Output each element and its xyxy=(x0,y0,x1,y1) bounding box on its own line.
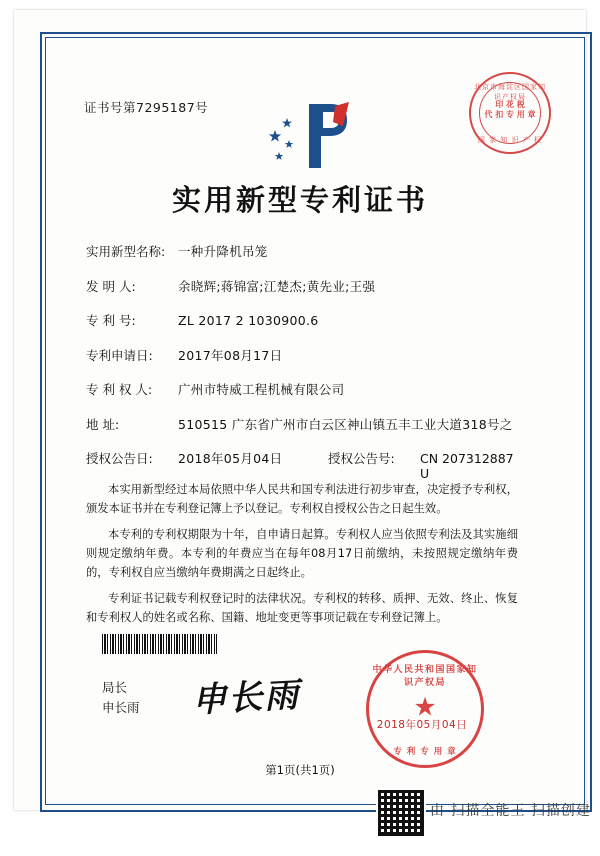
field-label: 专 利 号: xyxy=(86,313,136,328)
official-seal-arc-bottom: 专 利 专 用 章 xyxy=(393,747,457,757)
field-label: 地 址: xyxy=(86,416,120,432)
official-seal-date: 2018年05月04日 xyxy=(376,719,468,731)
field-row-inventors xyxy=(86,277,516,295)
tax-stamp-seal xyxy=(469,72,551,154)
grant-number-value: CN 207312887 U xyxy=(420,451,514,481)
field-value: 一种升降机吊笼 xyxy=(178,244,268,259)
qr-code-icon xyxy=(376,788,426,838)
grant-date-value: 2018年05月04日 xyxy=(178,451,283,466)
scan-watermark-text: 由 扫描全能王 扫描创建 xyxy=(430,803,591,819)
official-seal-arc-top: 中华人民共和国国家知识产权局 xyxy=(372,665,478,688)
field-label: 专 利 权 人: xyxy=(86,382,153,397)
field-label: 实用新型名称: xyxy=(86,244,166,259)
star-icon: ★ xyxy=(413,692,437,723)
tax-seal-arc-bottom: 国 家 知 识 产 权 xyxy=(477,136,543,144)
field-value: ZL 2017 2 1030900.6 xyxy=(178,313,319,328)
tax-seal-line1: 印 花 税 xyxy=(495,100,525,109)
director-block xyxy=(102,678,140,718)
director-name: 申长雨 xyxy=(102,700,140,715)
legal-paragraph: 专利证书记载专利权登记时的法律状况。专利权的转移、质押、无效、终止、恢复和专利权人的姓名或名称、国籍、地址变更等事项记载在专利登记簿上。 xyxy=(86,592,518,624)
field-value: 余晓辉;蒋锦富;江楚杰;黄先业;王强 xyxy=(178,278,376,294)
field-value: 510515 广东省广州市白云区神山镇五丰工业大道318号之 xyxy=(178,416,513,432)
official-seal xyxy=(366,650,484,768)
field-row-grant xyxy=(86,449,516,481)
field-row-patent-number xyxy=(86,311,516,329)
certificate-serial-number: 证书号第7295187号 xyxy=(84,100,209,115)
legal-paragraph: 本专利的专利权期限为十年，自申请日起算。专利权人应当依照专利法及其实施细则规定缴纳年费。本专利的年费应当在每年08月17日前缴纳，未按照规定缴纳年费的，专利权自应当缴纳年费期满之日起终止。 xyxy=(86,528,518,579)
director-signature: 申长雨 xyxy=(191,675,302,721)
sipo-logo-icon xyxy=(269,100,364,172)
barcode xyxy=(102,634,217,654)
tax-seal-text xyxy=(471,100,549,120)
certificate-fields xyxy=(86,242,516,498)
field-value: 广州市特威工程机械有限公司 xyxy=(178,382,345,397)
field-row-address xyxy=(86,415,516,433)
page-footer: 第1页(共1页) xyxy=(265,763,335,777)
legal-body-text xyxy=(86,480,518,634)
legal-paragraph: 本实用新型经过本局依照中华人民共和国专利法进行初步审查，决定授予专利权，颁发本证书并在专利登记簿上予以登记。专利权自授权公告之日起生效。 xyxy=(86,483,518,515)
field-row-application-date xyxy=(86,346,516,364)
grant-date-label: 授权公告日: xyxy=(86,451,153,466)
field-value: 2017年08月17日 xyxy=(178,347,283,363)
field-label: 发 明 人: xyxy=(86,278,136,294)
director-label: 局长 xyxy=(102,680,128,695)
tax-seal-arc-top: 北京市海淀区国家知识产权局 xyxy=(474,83,546,101)
field-row-patentee xyxy=(86,380,516,398)
tax-seal-line2: 代 扣 专 用 章 xyxy=(484,110,536,119)
certificate-title: 实用新型专利证书 xyxy=(171,183,428,217)
scan-watermark xyxy=(0,788,600,846)
paper-sheet xyxy=(14,10,586,810)
grant-number-label: 授权公告号: xyxy=(328,451,395,466)
field-label: 专利申请日: xyxy=(86,347,153,363)
field-row-name xyxy=(86,242,516,260)
